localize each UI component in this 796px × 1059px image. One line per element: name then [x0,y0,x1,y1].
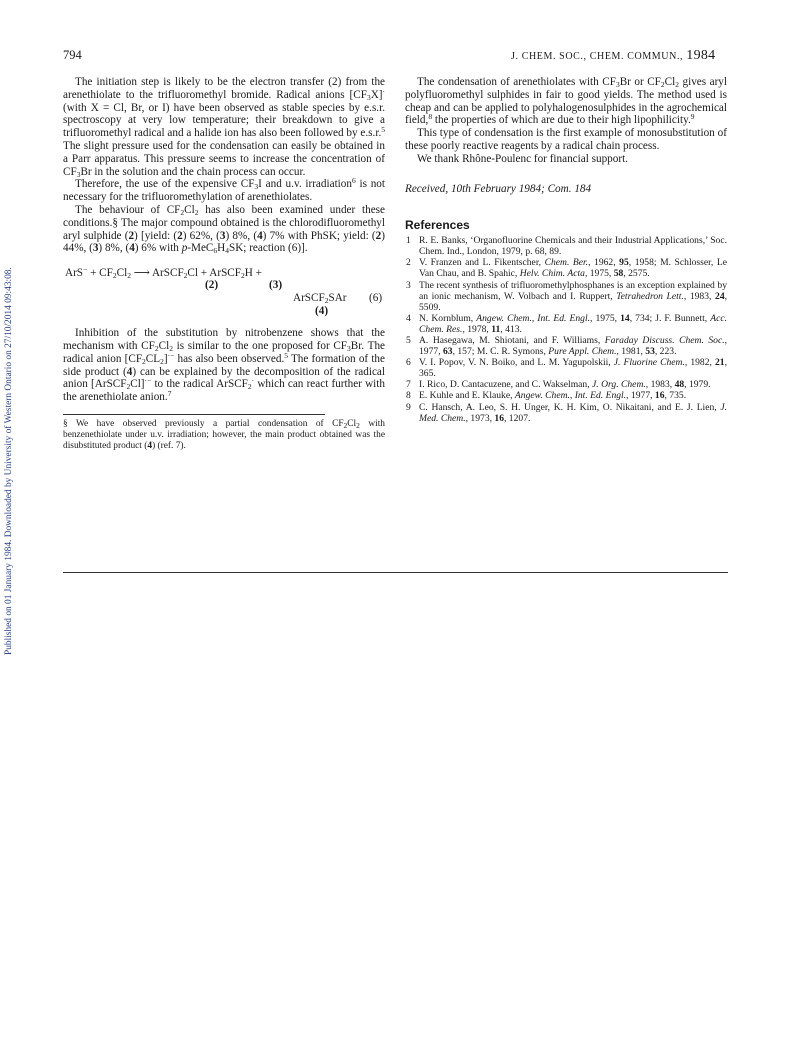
footnote-divider [63,414,325,415]
equation-number: (6) [369,292,383,305]
reference-item: 8 E. Kuhle and E. Klauke, Angew. Chem., Int. Ed. Engl., 1977, 16, 735. [406,390,687,402]
paragraph-therefore: Therefore, the use of the expensive $CF_3I$ and u.v. irradiation$^6$ is not necessary for the trifluoromethylation of arenethiolates. [63,176,385,204]
reference-item: 3 The recent synthesis of trifluoromethylphosphanes is an exception explained by an ionic mechanism, W. Volbach and I. Ruppert, Tetrahedron Lett., 1983, 24, 5509. [406,279,728,313]
reaction-equation-6 [63,265,385,318]
reference-number: 8 [406,390,411,402]
page-bottom-rule [63,572,728,573]
reference-number: 3 [406,279,411,291]
paragraph-condensation: The condensation of arenethiolates with $CF_3Br$ or $CF_2Cl_2$ gives aryl polyfluoromethyl sulphides in fair to good yields. The method used is cheap and can be applied to polyhalogenosulphides in the agrochemical field,$^8$ the properties of which are due to their high lipophilicity.$^9$ [405,76,727,127]
reference-number: 2 [406,257,411,269]
compound-label-3: (3) [269,279,283,292]
paragraph-inhibition: Inhibition of the substitution by nitrobenzene shows that the mechanism with $CF_2Cl_2$ is similar to the one proposed for $CF_3Br$. The radical anion $[CF_2CL_2]^{\cdot-}$ has also been observed.$^5$ The formation of the side product (4) can be explained by the decomposition of the radical anion [ArSCF$_2$Cl]·− to the radical ArSCF$_2$· which can react further with the arenethiolate anion.$^7$ [63,327,385,404]
download-watermark: Published on 01 January 1984. Downloaded by University of Western Ontario on 27/10/2014 09:43:08. [4,267,14,655]
references-list [405,235,727,424]
references-heading: References [405,218,470,233]
page-number: 794 [63,48,82,62]
journal-year: 1984 [686,48,716,63]
reference-number: 5 [406,335,411,347]
running-header [511,48,726,64]
reference-item: 2 V. Franzen and L. Fikentscher, Chem. Ber., 1962, 95, 1958; M. Schlosser, Le Van Chau, and B. Spahic, Helv. Chim. Acta, 1975, 58, 2575. [406,257,727,280]
reference-item: 1 R. E. Banks, ‘Organofluorine Chemicals and their Industrial Applications,’ Soc. Chem. Ind., London, 1979, p. 68, 89. [406,235,727,258]
reference-number: 6 [406,357,411,369]
equation-product-4: ArSCF$_2$SAr [293,292,347,306]
reference-item: 6 V. I. Popov, V. N. Boiko, and L. M. Yagupolskii, J. Fluorine Chem., 1982, 21, 365. [406,357,727,380]
equation-line: $ArS^- + CF_2Cl_2$ ⟶ ArSCF$_2$Cl + ArSCF$_2$H + [65,265,262,281]
compound-label-4: (4) [315,305,329,318]
reference-number: 9 [406,401,411,413]
paragraph-acknowledgement: We thank Rhône-Poulenc for financial support. [417,152,628,165]
paragraph-behaviour: The behaviour of $CF_2Cl_2$ has also been examined under these conditions.§ The major compound obtained is the chlorodifluoromethyl aryl sulphide (2) [yield: (2) 62%, (3) 8%, (4) 7% with PhSK; yield: (2) 44%, (3) 8%, (4) 6% with $p-MeC_6H_4SK$; reaction (6)]. [63,203,385,256]
reference-number: 1 [406,235,411,247]
received-date: Received, 10th February 1984; Com. 184 [405,182,592,195]
footnote: § We have observed previously a partial condensation of $CF_2Cl_2$ with benzenethiolate under u.v. irradiation; however, the main product obtained was the disubstituted product (4) (ref. 7). [63,418,385,451]
left-column [63,76,385,452]
reference-item: 4 N. Kornblum, Angew. Chem., Int. Ed. Engl., 1975, 14, 734; J. F. Bunnett, Acc. Chem. Res., 1978, 11, 413. [406,312,728,335]
compound-label-2: (2) [205,279,219,292]
journal-name: J. CHEM. SOC., CHEM. COMMUN., [511,51,684,62]
reference-item: 7 I. Rico, D. Cantacuzene, and C. Wakselman, J. Org. Chem., 1983, 48, 1979. [406,379,711,391]
paragraph-initiation: The initiation step is likely to be the electron transfer (2) from the arenethiolate to the trifluoromethyl bromide. Radical anions $[CF_3X]^\cdot$ (with X = Cl, Br, or I) have been observed as stable species by e.s.r. spectroscopy at very low temperature; their breakdown to give a trifluoromethyl radical and a halide ion has also been followed by e.s.r.$^5$ The slight pressure used for the condensation can easily be obtained in a Parr apparatus. This pressure seems to increase the concentration of $CF_3Br$ in the solution and the chain process can occur. [63,76,385,179]
reference-item: 5 A. Hasegawa, M. Shiotani, and F. Williams, Faraday Discuss. Chem. Soc., 1977, 63, 157; M. C. R. Symons, Pure Appl. Chem., 1981, 53, 223. [406,335,728,358]
reference-number: 7 [406,379,411,391]
right-column [405,76,727,424]
paragraph-first-example: This type of condensation is the first example of monosubstitution of these poorly reactive reagents by a radical chain process. [405,127,727,152]
reference-item: 9 C. Hansch, A. Leo, S. H. Unger, K. H. Kim, O. Nikaitani, and E. J. Lien, J. Med. Chem., 1973, 16, 1207. [406,401,727,424]
reference-number: 4 [406,312,411,324]
